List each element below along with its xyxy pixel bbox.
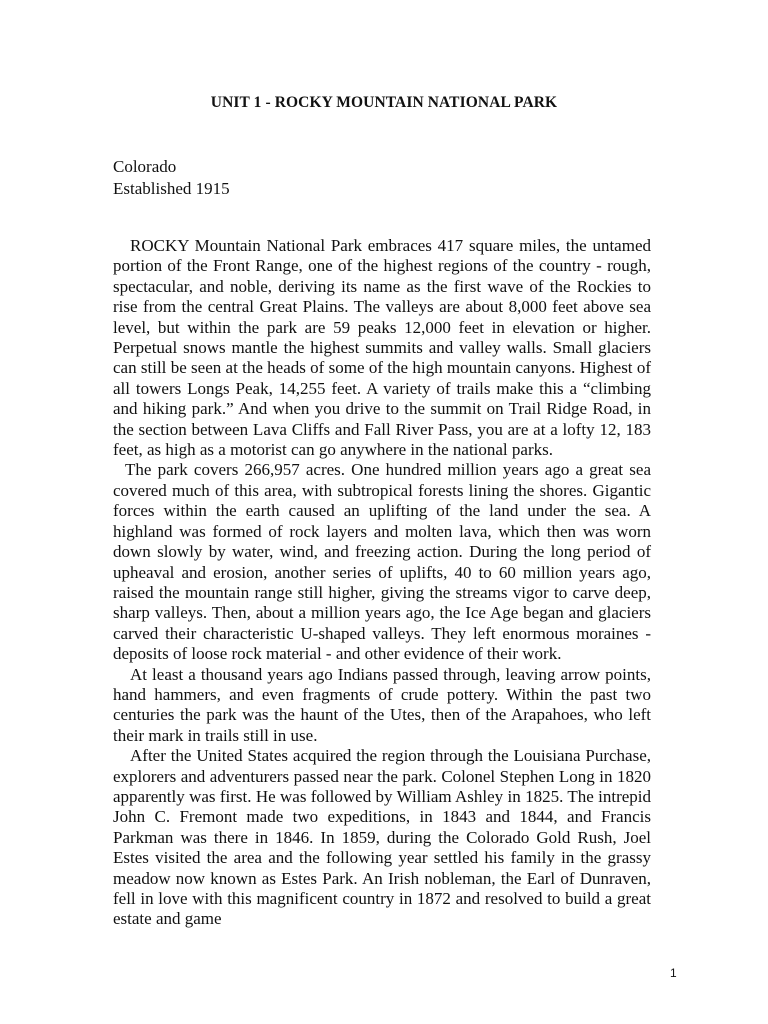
paragraph: ROCKY Mountain National Park embraces 417 square miles, the untamed portion of the Front Range, one of the highest regions of the country - rough, spectacular, and noble, deriving its name as the first wave of the Rockies to rise from the central Great Plains. The valleys are about 8,000 feet above sea level, but within the park are 59 peaks 12,000 feet in elevation or higher. Perpetual snows mantle the highest summits and valley walls. Small glaciers can still be seen at the heads of some of the high mountain canyons. Highest of all towers Longs Peak, 14,255 feet. A variety of trails make this a “climbing and hiking park.” And when you drive to the summit on Trail Ridge Road, in the section between Lava Cliffs and Fall River Pass, you are at a lofty 12, 183 feet, as high as a motorist can go anywhere in the national parks. bbox=[113, 236, 651, 460]
paragraph: At least a thousand years ago Indians passed through, leaving arrow points, hand hammers, and even fragments of crude pottery. Within the past two centuries the park was the haunt of the Utes, then of the Arapahoes, who left their mark in trails still in use. bbox=[113, 664, 651, 745]
paragraph: The park covers 266,957 acres. One hundred million years ago a great sea covered much of this area, with subtropical forests lining the shores. Gigantic forces within the earth caused an uplifting of the land under the sea. A highland was formed of rock layers and molten lava, which then was worn down slowly by water, wind, and freezing action. During the long period of upheaval and erosion, another series of uplifts, 40 to 60 million years ago, raised the mountain range still higher, giving the streams vigor to carve deep, sharp valleys. Then, about a million years ago, the Ice Age began and glaciers carved their characteristic U-shaped valleys. They left enormous moraines - deposits of loose rock material - and other evidence of their work. bbox=[113, 460, 651, 664]
park-info bbox=[113, 156, 230, 200]
page-title: UNIT 1 - ROCKY MOUNTAIN NATIONAL PARK bbox=[210, 94, 558, 111]
body-text bbox=[113, 236, 651, 930]
park-established: Established 1915 bbox=[113, 179, 230, 198]
page-number: 1 bbox=[670, 966, 677, 980]
park-location: Colorado bbox=[113, 157, 177, 176]
paragraph: After the United States acquired the region through the Louisiana Purchase, explorers and adventurers passed near the park. Colonel Stephen Long in 1820 apparently was first. He was followed by William Ashley in 1825. The intrepid John C. Fremont made two expeditions, in 1843 and 1844, and Francis Parkman was there in 1846. In 1859, during the Colorado Gold Rush, Joel Estes visited the area and the following year settled his family in the grassy meadow now known as Estes Park. An Irish nobleman, the Earl of Dunraven, fell in love with this magnificent country in 1872 and resolved to build a great estate and game bbox=[113, 746, 651, 929]
